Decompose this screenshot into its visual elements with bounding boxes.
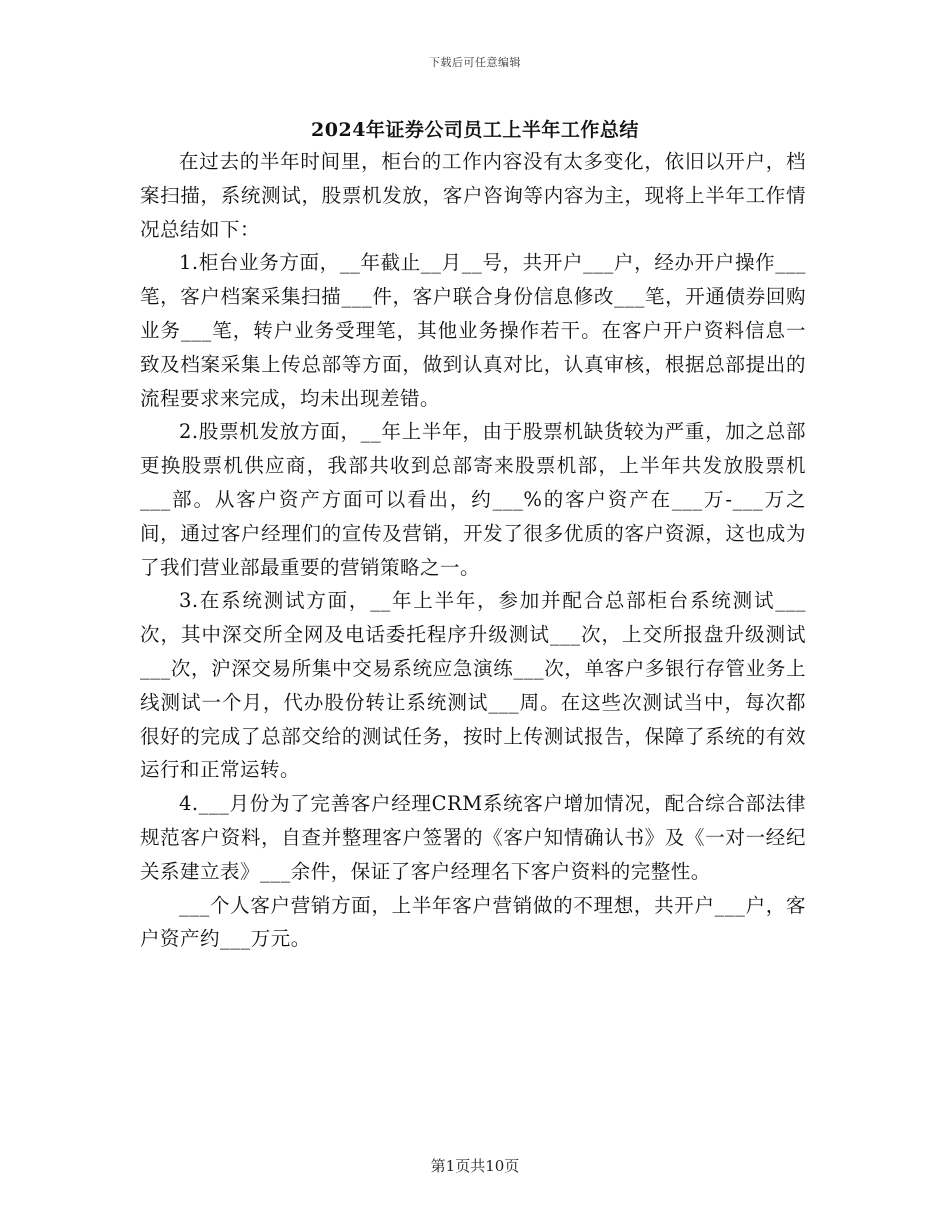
paragraph-system-testing: 3.在系统测试方面，__年上半年，参加并配合总部柜台系统测试___次，其中深交所全网及电话委托程序升级测试___次，上交所报盘升级测试___次，沪深交易所集中交易系统应急演练___次，单客户多银行存管业务上线测试一个月，代办股份转让系统测试___周。在这些次测试当中，每次都很好的完成了总部交给的测试任务，按时上传测试报告，保障了系统的有效运行和正常运转。 — [140, 589, 806, 782]
paragraph-counter-business: 1.柜台业务方面，__年截止__月__号，共开户___户，经办开户操作___笔，客户档案采集扫描___件，客户联合身份信息修改___笔，开通债券回购业务___笔，转户业务受理笔，其他业务操作若干。在客户开户资料信息一致及档案采集上传总部等方面，做到认真对比，认真审核，根据总部提出的流程要求来完成，均未出现差错。 — [140, 251, 806, 410]
paragraph-intro: 在过去的半年时间里，柜台的工作内容没有太多变化，依旧以开户，档案扫描，系统测试，股票机发放，客户咨询等内容为主，现将上半年工作情况总结如下： — [140, 150, 806, 241]
page-header-note: 下载后可任意编辑 — [429, 56, 521, 69]
document-title: 2024年证券公司员工上半年工作总结 — [311, 119, 639, 141]
page-number: 第1页共10页 — [430, 1157, 520, 1175]
paragraph-marketing: ___个人客户营销方面，上半年客户营销做的不理想，共开户___户，客户资产约___万元。 — [140, 893, 806, 951]
paragraph-stock-machine: 2.股票机发放方面，__年上半年，由于股票机缺货较为严重，加之总部更换股票机供应商，我部共收到总部寄来股票机部，上半年共发放股票机___部。从客户资产方面可以看出，约___%的客户资产在___万-___万之间，通过客户经理们的宣传及营销，开发了很多优质的客户资源，这也成为了我们营业部最重要的营销策略之一。 — [140, 420, 806, 579]
paragraph-crm: 4.___月份为了完善客户经理CRM系统客户增加情况，配合综合部法律规范客户资料，自查并整理客户签署的《客户知情确认书》及《一对一经纪关系建立表》___余件，保证了客户经理名下客户资料的完整性。 — [140, 792, 806, 883]
document-body — [140, 145, 806, 956]
